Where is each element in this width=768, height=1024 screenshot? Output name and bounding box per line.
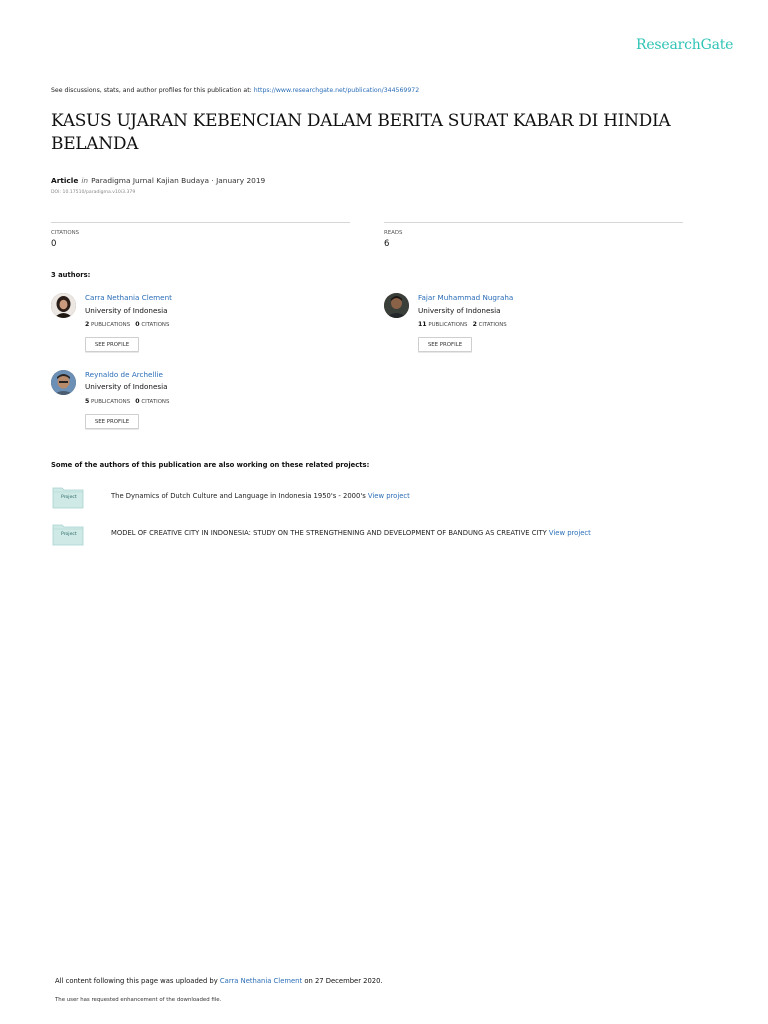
see-profile-button[interactable]: SEE PROFILE (418, 337, 472, 352)
citations-value: 0 (51, 239, 57, 249)
author-name-link[interactable]: Fajar Muhammad Nugraha (418, 293, 514, 302)
project-folder-label: Project (61, 532, 77, 537)
article-meta (51, 176, 265, 185)
upload-note (55, 977, 383, 985)
publications-count: 5 (85, 398, 90, 405)
project-title: MODEL OF CREATIVE CITY IN INDONESIA: STUDY ON THE STRENGTHENING AND DEVELOPMENT OF BANDUNG AS CREATIVE CITY (111, 529, 549, 537)
avatar[interactable] (51, 370, 76, 395)
project-title: The Dynamics of Dutch Culture and Language in Indonesia 1950's - 2000's (111, 492, 368, 500)
publications-count: 2 (85, 321, 90, 328)
see-profile-button[interactable]: SEE PROFILE (85, 414, 139, 429)
journal-venue: Paradigma Jurnal Kajian Budaya · January 2019 (91, 176, 266, 185)
avatar[interactable] (384, 293, 409, 318)
author-name-link[interactable]: Carra Nethania Clement (85, 293, 172, 302)
reads-divider (384, 222, 683, 223)
citations-label: CITATIONS (478, 322, 507, 328)
article-type: Article (51, 176, 79, 185)
citations-label: CITATIONS (141, 399, 170, 405)
view-project-link[interactable]: View project (548, 529, 591, 537)
citations-label: CITATIONS (141, 322, 170, 328)
view-project-link[interactable]: View project (367, 492, 410, 500)
reads-value: 6 (384, 239, 390, 249)
discussion-line (51, 87, 419, 94)
project-item (111, 492, 410, 500)
author-affiliation: University of Indonesia (85, 382, 168, 391)
uploader-link[interactable]: Carra Nethania Clement (219, 977, 303, 985)
see-profile-button[interactable]: SEE PROFILE (85, 337, 139, 352)
author-affiliation: University of Indonesia (85, 306, 168, 315)
publications-label: PUBLICATIONS (91, 322, 131, 328)
authors-heading: 3 authors: (51, 271, 91, 279)
author-stats (418, 321, 507, 328)
enhancement-note: The user has requested enhancement of the downloaded file. (55, 997, 222, 1003)
publications-count: 11 (418, 321, 427, 328)
reads-label: READS (384, 230, 403, 236)
author-stats (85, 321, 169, 328)
doi-text: DOI: 10.17510/paradigma.v10i3.379 (51, 190, 136, 195)
citations-count: 2 (472, 321, 477, 328)
project-folder-label: Project (61, 495, 77, 500)
publication-url-link[interactable]: https://www.researchgate.net/publication/344569972 (253, 87, 420, 94)
citations-count: 0 (135, 321, 140, 328)
publications-label: PUBLICATIONS (428, 322, 468, 328)
in-label: in (81, 176, 89, 185)
researchgate-logo[interactable]: ResearchGate (636, 37, 734, 53)
discussion-prefix: See discussions, stats, and author profiles for this publication at: (51, 87, 254, 94)
citations-label: CITATIONS (51, 230, 80, 236)
author-name-link[interactable]: Reynaldo de Archellie (85, 370, 163, 379)
project-item (111, 529, 591, 537)
related-projects-heading: Some of the authors of this publication are also working on these related projects: (51, 461, 370, 469)
author-stats (85, 398, 169, 405)
paper-title: KASUS UJARAN KEBENCIAN DALAM BERITA SURAT KABAR DI HINDIA BELANDA (51, 111, 671, 154)
author-affiliation: University of Indonesia (418, 306, 501, 315)
upload-suffix: on 27 December 2020. (302, 977, 383, 985)
citations-count: 0 (135, 398, 140, 405)
upload-prefix: All content following this page was uploaded by (55, 977, 220, 985)
avatar[interactable] (51, 293, 76, 318)
citations-divider (51, 222, 350, 223)
publications-label: PUBLICATIONS (91, 399, 131, 405)
